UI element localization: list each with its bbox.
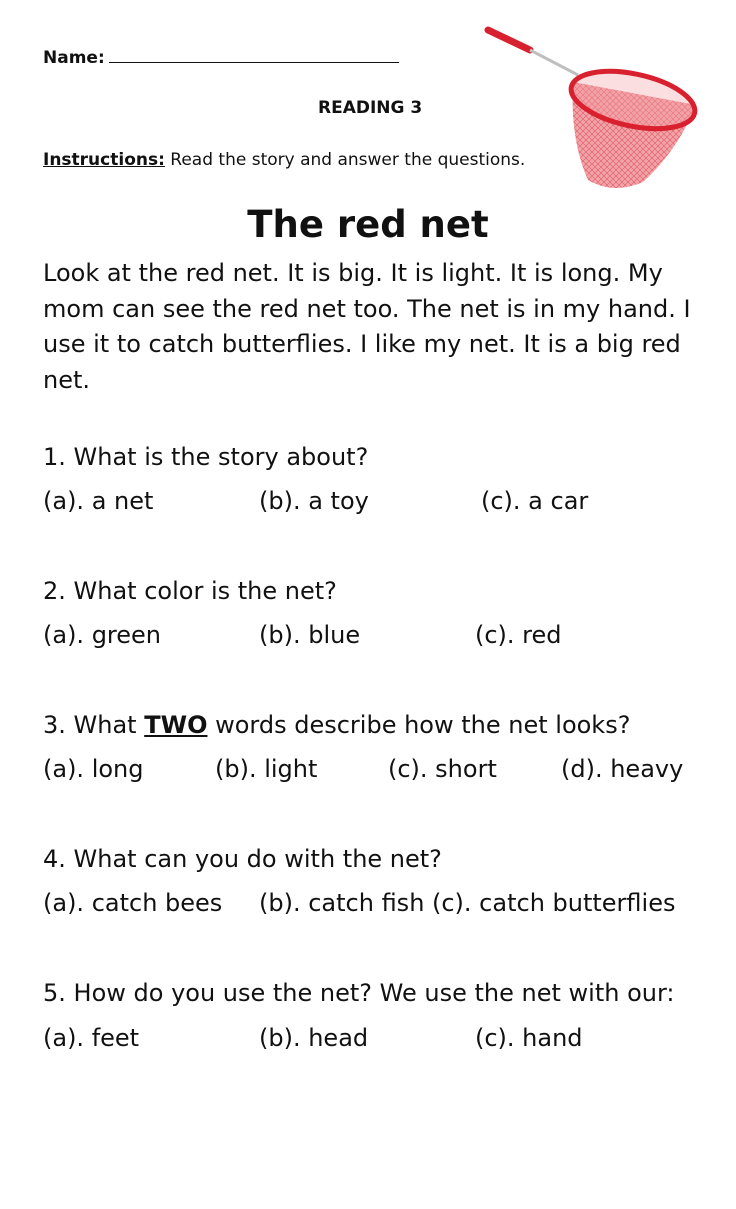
q2-option-a[interactable]: (a). green xyxy=(43,621,162,649)
q5-option-c[interactable]: (c). hand xyxy=(475,1024,583,1052)
q1-option-a[interactable]: (a). a net xyxy=(43,487,154,515)
name-label: Name: xyxy=(43,48,105,68)
question-3-text-before: 3. What xyxy=(43,711,145,739)
q5-option-b[interactable]: (b). head xyxy=(259,1024,369,1052)
question-3 xyxy=(43,711,630,739)
red-net-image xyxy=(478,20,703,195)
q4-option-c[interactable]: (c). catch butterflies xyxy=(432,889,676,917)
q3-option-d[interactable]: (d). heavy xyxy=(561,755,684,783)
story-text: Look at the red net. It is big. It is light. It is long. My mom can see the red net too. The net is in my hand. I use it to catch butterflies. I like my net. It is a big red net. xyxy=(43,259,691,394)
q1-option-b[interactable]: (b). a toy xyxy=(259,487,369,515)
question-3-text-after: words describe how the net looks? xyxy=(207,711,631,739)
q2-option-c[interactable]: (c). red xyxy=(475,621,562,649)
name-field[interactable] xyxy=(43,44,399,68)
question-2: 2. What color is the net? xyxy=(43,577,337,605)
instructions xyxy=(43,150,525,170)
question-5: 5. How do you use the net? We use the net with our: xyxy=(43,979,675,1007)
q5-option-a[interactable]: (a). feet xyxy=(43,1024,140,1052)
instructions-text: Read the story and answer the questions. xyxy=(164,150,526,170)
net-handle-shaft xyxy=(530,50,578,75)
q2-option-b[interactable]: (b). blue xyxy=(259,621,361,649)
reading-heading: READING 3 xyxy=(318,98,423,118)
name-blank-line[interactable] xyxy=(109,44,399,63)
q3-option-a[interactable]: (a). long xyxy=(43,755,144,783)
instructions-label: Instructions: xyxy=(43,150,165,170)
q3-option-b[interactable]: (b). light xyxy=(215,755,318,783)
question-3-emphasis: TWO xyxy=(144,711,208,739)
q4-option-a[interactable]: (a). catch bees xyxy=(43,889,223,917)
q4-option-b[interactable]: (b). catch fish xyxy=(259,889,425,917)
q3-option-c[interactable]: (c). short xyxy=(388,755,497,783)
net-handle-grip xyxy=(488,30,530,50)
story-title: The red net xyxy=(247,203,489,246)
q1-option-c[interactable]: (c). a car xyxy=(481,487,589,515)
question-1: 1. What is the story about? xyxy=(43,443,369,471)
question-4: 4. What can you do with the net? xyxy=(43,845,442,873)
